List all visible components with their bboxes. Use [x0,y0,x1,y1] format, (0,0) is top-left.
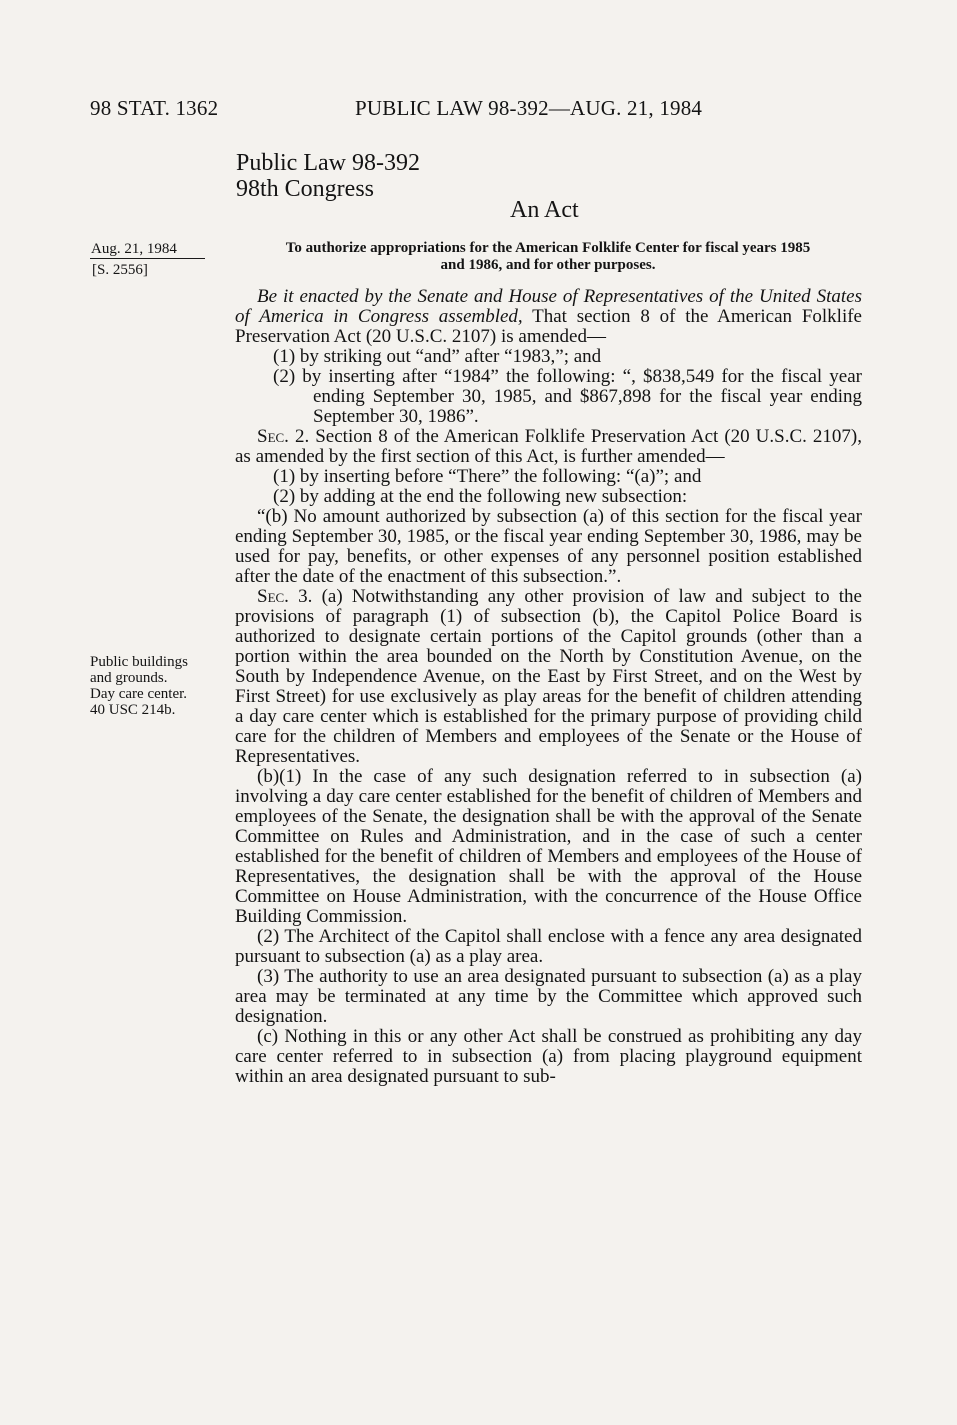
section-3-label: Sec. 3. [257,586,313,607]
section-3b2-paragraph: (2) The Architect of the Capitol shall enclose with a fence any area designated pursuant to subsection (a) as a play area. [235,926,862,967]
running-title: PUBLIC LAW 98-392—AUG. 21, 1984 [355,96,703,120]
margin-bill-number: [S. 2556] [92,262,148,278]
margin-note: Public buildings [90,654,188,670]
section-1-text: That section 8 of the American Folklife Preservation Act (20 U.S.C. 2107) is amended— [235,306,862,347]
section-2-text: Section 8 of the American Folklife Preservation Act (20 U.S.C. 2107), as amended by the first section of this Act, is further amended— [235,426,862,467]
section-2-quoted-subsection: “(b) No amount authorized by subsection (a) of this section for the fiscal year ending September 30, 1985, or the fiscal year ending September 30, 1986, may be used for pay, benefits, or other expenses of any personnel position established after the date of the enactment of this subsection.”. [235,506,862,587]
margin-note: Day care center. [90,686,188,702]
section-2-label: Sec. 2. [257,426,310,447]
section-3b3-paragraph: (3) The authority to use an area designated pursuant to subsection (a) as a play area may be terminated at any time by the Committee which approved such designation. [235,966,862,1027]
act-purpose [232,240,864,274]
section-1-item-2: (2) by inserting after “1984” the following: “, $838,549 for the fiscal year ending September 30, 1985, and $867,898 for the fiscal year ending September 30, 1986”. [273,366,862,427]
section-3a-text: (a) Notwithstanding any other provision of law and subject to the provisions of paragraph (1) of subsection (b), the Capitol Police Board is authorized to designate certain portions of the Capitol grounds (other than a portion within the area bounded on the North by Constitution Avenue, on the South by Independence Avenue, on the East by First Street, and on the West by First Street) for use exclusively as play areas for the benefit of children attending a day care center which is established for the primary purpose of providing child care for the children of Members and employees of the Senate or the House of Representatives. [235,586,862,767]
enacting-clause: Be it enacted by the Senate and House of Representatives of the United States of America in Congress assembled, [235,286,862,327]
public-law-number: Public Law 98-392 [236,150,420,176]
enacting-paragraph [235,287,862,347]
purpose-line-2: and 1986, and for other purposes. [440,257,656,273]
section-2-paragraph [235,427,862,467]
margin-note: 40 USC 214b. [90,702,176,718]
act-label: An Act [510,197,579,223]
section-2-item-2: (2) by adding at the end the following new subsection: [273,486,688,507]
law-body [235,287,862,1087]
stat-reference: 98 STAT. 1362 [90,96,219,120]
margin-notes [90,654,188,718]
margin-date: Aug. 21, 1984 [91,241,177,257]
section-3a-paragraph [235,587,862,767]
section-1-item-1: (1) by striking out “and” after “1983,”; and [273,346,602,367]
margin-note: and grounds. [90,670,168,686]
margin-divider [90,258,205,259]
section-3b1-paragraph: (b)(1) In the case of any such designation referred to in subsection (a) involving a day care center established for the benefit of children of Members and employees of the Senate, the designation shall be with the approval of the Senate Committee on Rules and Administration, and in the case of such a center established for the benefit of children of Members and employees of the House of Representatives, the designation shall be with the approval of the House Committee on House Administration, with the concurrence of the House Office Building Commission. [235,766,862,927]
section-2-item-1: (1) by inserting before “There” the following: “(a)”; and [273,466,702,487]
purpose-line-1: To authorize appropriations for the American Folklife Center for fiscal years 1985 [285,240,811,256]
congress-label: 98th Congress [236,176,374,202]
section-3c-paragraph: (c) Nothing in this or any other Act shall be construed as prohibiting any day care center referred to in subsection (a) from placing playground equipment within an area designated pursuant to sub- [235,1026,862,1087]
